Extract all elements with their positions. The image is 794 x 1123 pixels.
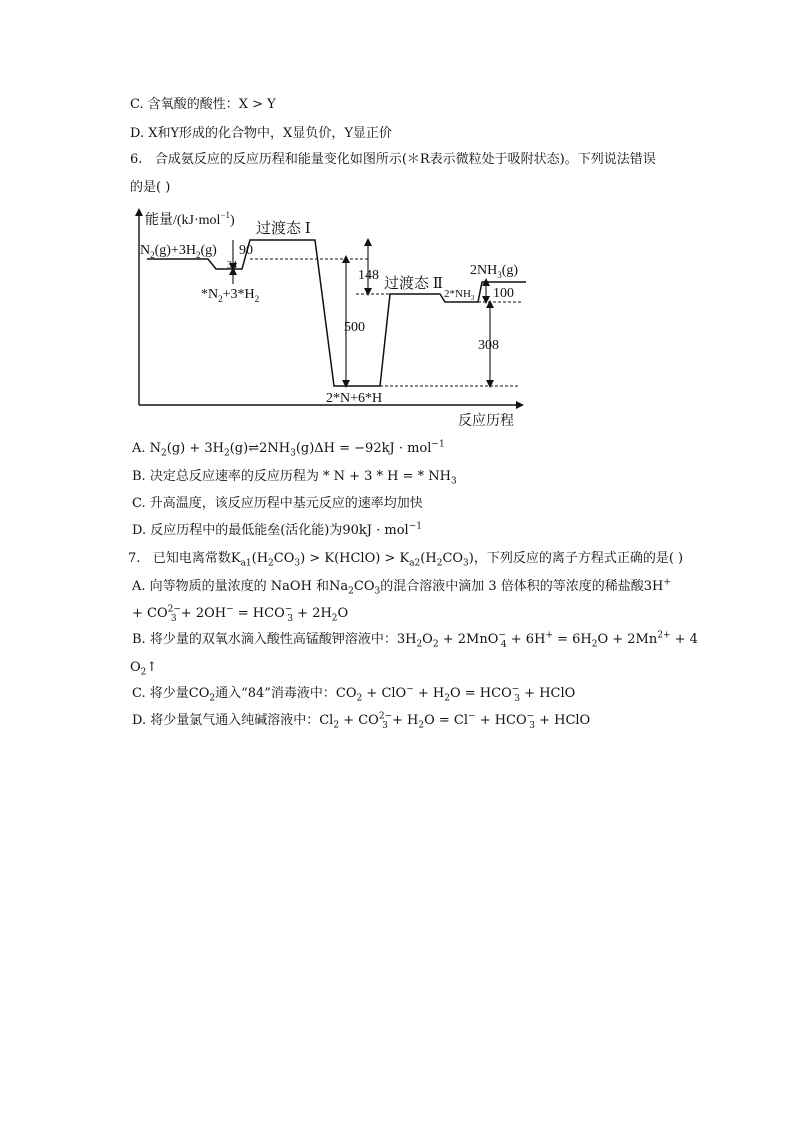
ts2-label: 过渡态 Ⅱ [384, 276, 443, 292]
nh3-adsorbed-label: $2*NH_3$ [444, 288, 475, 302]
q7-option-b-line1: B. 将少量的双氧水滴入酸性高锰酸钾溶液中：$3H_2O_2 + 2MnO^-_4 + 6H^+ = 6H_2O + 2Mn^{2+} + 4$ [132, 630, 698, 650]
prev-option-c: C. 含氧酸的酸性：X > Y [130, 97, 276, 112]
value-90: 90 [239, 243, 253, 258]
prev-option-d: D. X和Y形成的化合物中，X显负价，Y显正价 [130, 126, 392, 141]
y-axis-label: 能量/(kJ·mol$^{-1}$) [145, 210, 235, 228]
q7-stem: 7. 已知电离常数$K_{a1}(H_2CO_3)$ > K(HClO) > $K_{a2}(H_2CO_3)$，下列反应的离子方程式正确的是( ) [128, 551, 684, 569]
atoms-label: 2*N+6*H [326, 391, 383, 406]
q7-option-a-line2: + $CO^{2-}_3 + 2OH^- = HCO^-_3 + 2H_2O$ [132, 604, 349, 624]
q7-number: 7. [128, 551, 141, 566]
q6-option-d: D. 反应历程中的最低能垒(活化能)为90kJ · mol$^{-1}$ [132, 521, 422, 538]
reactant-label: $N_2(g)+3H_2(g)$ [140, 243, 217, 260]
reaction-energy-path [147, 240, 526, 386]
value-34: 34 [227, 260, 237, 271]
q7-option-c: C. 将少量$CO_2$通入“84”消毒液中：$CO_2 + ClO^- + H_2O = HCO^-_3$ + HClO [132, 684, 576, 704]
q6-option-a: A. $N_2(g)$ + $3H_2(g)\rightleftharpoons 2NH_3(g)\Delta H = -92kJ \cdot mol^{-1}$ [132, 439, 445, 459]
value-308: 308 [478, 338, 499, 353]
value-500: 500 [344, 320, 365, 335]
q6-number: 6. [130, 152, 143, 167]
product-label: $2NH_3(g)$ [470, 263, 519, 280]
q7-option-a-line1: A. 向等物质的量浓度的 NaOH 和$Na_2CO_3$的混合溶液中滴加 3 倍体积的等浓度的稀盐酸3H+ [132, 577, 671, 597]
x-axis-label: 反应历程 [458, 414, 514, 429]
value-148: 148 [358, 268, 379, 283]
value-100: 100 [493, 286, 514, 301]
q6-stem-line2: 的是( ) [130, 180, 171, 195]
energy-profile-diagram [128, 204, 528, 430]
ts1-label: 过渡态 Ⅰ [256, 221, 311, 237]
q7-option-b-line2: $O_2↑$ [130, 660, 158, 678]
q6-stem-text: 合成氨反应的反应历程和能量变化如图所示(＊R表示微粒处于吸附状态)。下列说法错误 [154, 152, 656, 167]
adsorbed-reactant-label: $*N_2+3*H_2$ [201, 287, 260, 304]
q6-stem-line1 [130, 151, 656, 169]
q6-option-c: C. 升高温度，该反应历程中基元反应的速率均加快 [132, 496, 423, 511]
q6-option-b: B. 决定总反应速率的反应历程为 * N + 3 * H = * $NH_3$ [132, 469, 457, 487]
q7-option-d: D. 将少量氯气通入纯碱溶液中：$Cl_2 + CO^{2-}_3 + H_2O = Cl^- + HCO^-_3$ + HClO [132, 711, 591, 731]
